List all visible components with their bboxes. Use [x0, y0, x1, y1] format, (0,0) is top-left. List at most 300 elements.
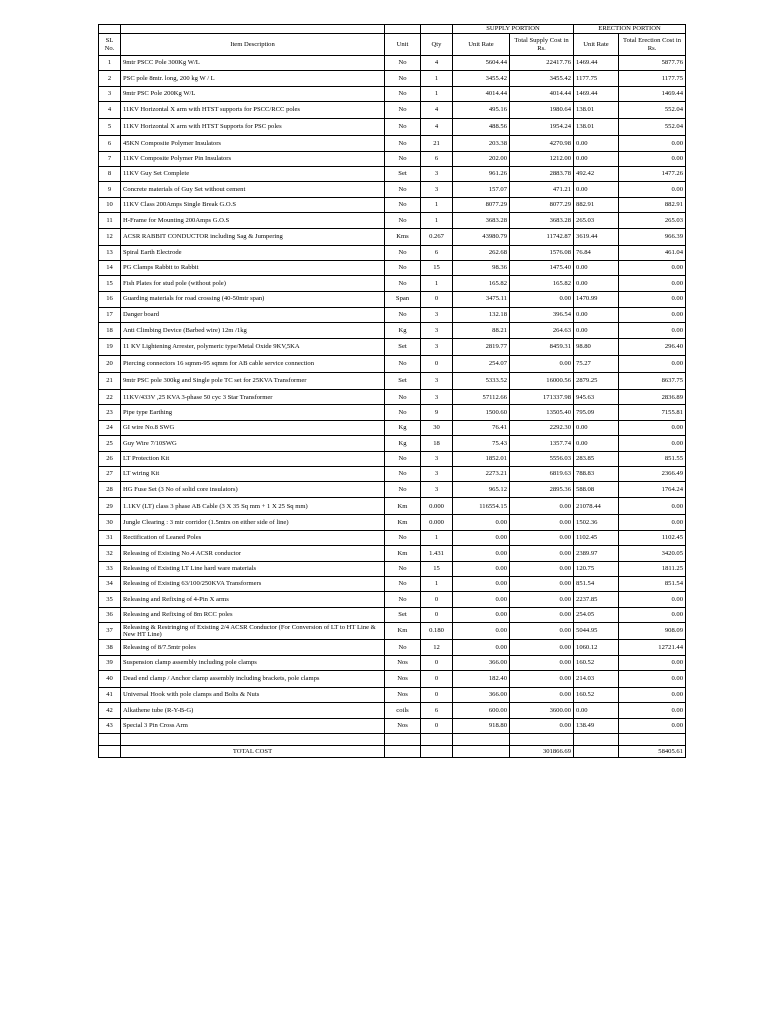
total-erection-cost-cell: 0.00	[619, 592, 686, 607]
total-erection-cost-cell: 3420.05	[619, 546, 686, 561]
supply-unit-rate-cell: 366.00	[453, 655, 510, 670]
item-description-cell: Guarding materials for road crossing (40-50mtr span)	[121, 291, 385, 307]
total-supply-cost-cell: 3683.28	[510, 213, 574, 228]
table-row	[99, 102, 686, 119]
sl-no-cell: 36	[99, 607, 121, 622]
blank-row	[99, 734, 686, 746]
table-row	[99, 640, 686, 655]
table-row	[99, 546, 686, 561]
qty-cell: 1	[421, 86, 453, 101]
total-supply-cost-cell: 1576.08	[510, 245, 574, 260]
qty-cell: 1	[421, 71, 453, 86]
total-supply-cost-cell: 0.00	[510, 356, 574, 373]
supply-unit-rate-cell: 202.00	[453, 151, 510, 166]
sl-no-cell: 23	[99, 405, 121, 420]
total-supply-cost-cell: 0.00	[510, 291, 574, 307]
supply-unit-rate-cell: 0.00	[453, 592, 510, 607]
item-description-cell: H-Frame for Mounting 200Amps G.O.S	[121, 213, 385, 228]
total-erection-cost-cell: 8637.75	[619, 373, 686, 390]
total-erection-cost-cell: 0.00	[619, 307, 686, 322]
table-row	[99, 482, 686, 498]
total-supply-cost-cell: 2895.36	[510, 482, 574, 498]
unit-cell: No	[385, 592, 421, 607]
qty-cell: 6	[421, 151, 453, 166]
qty-cell: 0	[421, 291, 453, 307]
erection-unit-rate-cell: 1469.44	[574, 56, 619, 71]
qty-cell: 0	[421, 687, 453, 702]
table-row	[99, 436, 686, 451]
supply-unit-rate-cell: 366.00	[453, 687, 510, 702]
erection-unit-rate-cell: 882.91	[574, 197, 619, 212]
total-supply-cost-cell: 471.21	[510, 182, 574, 197]
total-erection-cost-cell: 0.00	[619, 291, 686, 307]
supply-unit-rate-cell: 0.00	[453, 640, 510, 655]
qty-cell: 4	[421, 102, 453, 119]
total-erection-cost-cell: 7155.81	[619, 405, 686, 420]
item-description-cell: 11KV Composite Polymer Pin Insulators	[121, 151, 385, 166]
qty-cell: 3	[421, 307, 453, 322]
unit-cell: No	[385, 530, 421, 545]
unit-cell: No	[385, 102, 421, 119]
item-description-cell: 11KV Class 200Amps Single Break G.O.S	[121, 197, 385, 212]
sl-no-cell: 24	[99, 420, 121, 435]
erection-unit-rate-cell: 120.75	[574, 561, 619, 576]
total-erection-cost-cell: 0.00	[619, 356, 686, 373]
unit-cell: No	[385, 640, 421, 655]
unit-cell: Km	[385, 623, 421, 640]
erection-unit-rate-cell: 2879.25	[574, 373, 619, 390]
erection-unit-rate-cell: 0.00	[574, 136, 619, 151]
qty-cell: 1	[421, 530, 453, 545]
qty-cell: 3	[421, 390, 453, 405]
qty-cell: 1	[421, 276, 453, 291]
total-erection-cost-cell: 0.00	[619, 182, 686, 197]
supply-unit-rate-cell: 0.00	[453, 530, 510, 545]
total-erection-cost-cell: 0.00	[619, 151, 686, 166]
table-row	[99, 307, 686, 322]
total-cost-label: TOTAL COST	[121, 746, 385, 758]
item-description-cell: Piercing connectors 16 sqmm-95 sqmm for AB cable service connection	[121, 356, 385, 373]
total-supply-cost-cell: 0.00	[510, 530, 574, 545]
qty-cell: 3	[421, 323, 453, 339]
table-row	[99, 405, 686, 420]
qty-cell: 0	[421, 670, 453, 687]
header-blank	[385, 25, 421, 34]
erection-unit-rate-cell: 588.08	[574, 482, 619, 498]
supply-unit-rate-cell: 262.68	[453, 245, 510, 260]
unit-cell: Span	[385, 291, 421, 307]
unit-cell: Km	[385, 546, 421, 561]
total-erection-cost-cell: 1469.44	[619, 86, 686, 101]
table-row	[99, 323, 686, 339]
total-cost-row	[99, 746, 686, 758]
table-row	[99, 515, 686, 530]
unit-cell: Nos	[385, 718, 421, 733]
erection-unit-rate-cell: 160.52	[574, 687, 619, 702]
total-erection-cost-cell: 0.00	[619, 136, 686, 151]
qty-cell: 3	[421, 482, 453, 498]
table-row	[99, 467, 686, 482]
item-description-cell: Releasing of Existing LT Line hard ware materials	[121, 561, 385, 576]
supply-unit-rate-cell: 43980.79	[453, 228, 510, 245]
total-erection-cost-header: Total Erection Cost in Rs.	[619, 34, 686, 56]
table-row	[99, 213, 686, 228]
supply-unit-rate-cell: 57112.66	[453, 390, 510, 405]
total-supply-cost-cell: 171337.98	[510, 390, 574, 405]
sl-no-cell: 31	[99, 530, 121, 545]
qty-cell: 0	[421, 655, 453, 670]
qty-cell: 0.180	[421, 623, 453, 640]
unit-cell: Kg	[385, 323, 421, 339]
total-supply-cost-cell: 8459.31	[510, 339, 574, 356]
total-supply-cost-cell: 16000.56	[510, 373, 574, 390]
erection-unit-rate-cell: 5044.95	[574, 623, 619, 640]
table-row	[99, 592, 686, 607]
table-row	[99, 655, 686, 670]
supply-unit-rate-cell: 0.00	[453, 515, 510, 530]
unit-cell: No	[385, 136, 421, 151]
table-row	[99, 390, 686, 405]
total-supply-cost-header: Total Supply Cost in Rs.	[510, 34, 574, 56]
total-erection-cost-cell: 0.00	[619, 498, 686, 515]
sl-no-cell: 16	[99, 291, 121, 307]
sl-no-header: SL No.	[99, 34, 121, 56]
supply-unit-rate-cell: 965.12	[453, 482, 510, 498]
item-description-cell: Pipe type Earthing	[121, 405, 385, 420]
unit-cell: Set	[385, 373, 421, 390]
total-erection-cost-cell: 0.00	[619, 515, 686, 530]
item-description-cell: 1.1KV (LT) class 3 phase AB Cable (3 X 35 Sq mm + 1 X 25 Sq mm)	[121, 498, 385, 515]
total-supply-cost-cell: 4014.44	[510, 86, 574, 101]
total-supply-cost-cell: 0.00	[510, 623, 574, 640]
item-description-cell: Releasing & Restringing of Existing 2/4 ACSR Conductor (For Conversion of LT to HT Line & New HT Line)	[121, 623, 385, 640]
sl-no-cell: 20	[99, 356, 121, 373]
qty-cell: 3	[421, 339, 453, 356]
total-erection-cost-cell: 0.00	[619, 436, 686, 451]
table-row	[99, 197, 686, 212]
table-row	[99, 71, 686, 86]
total-erection-cost-cell: 1477.26	[619, 166, 686, 181]
unit-cell: No	[385, 276, 421, 291]
item-description-header: Item Description	[121, 34, 385, 56]
supply-unit-rate-cell: 1500.60	[453, 405, 510, 420]
supply-unit-rate-cell: 75.43	[453, 436, 510, 451]
sl-no-cell: 14	[99, 260, 121, 275]
unit-cell: No	[385, 197, 421, 212]
portion-header-row	[99, 25, 686, 34]
total-supply-cost-cell: 1954.24	[510, 119, 574, 136]
unit-cell: No	[385, 482, 421, 498]
erection-unit-rate-cell: 75.27	[574, 356, 619, 373]
unit-cell: Set	[385, 166, 421, 181]
total-erection-cost-cell: 908.09	[619, 623, 686, 640]
qty-cell: 3	[421, 182, 453, 197]
sl-no-cell: 13	[99, 245, 121, 260]
unit-cell: Km	[385, 515, 421, 530]
item-description-cell: Releasing and Refixing of 8m RCC poles	[121, 607, 385, 622]
total-supply-cost-cell: 0.00	[510, 718, 574, 733]
table-row	[99, 703, 686, 718]
sl-no-cell: 38	[99, 640, 121, 655]
cost-estimate-table	[98, 24, 686, 758]
erection-unit-rate-cell: 138.49	[574, 718, 619, 733]
supply-unit-rate-cell: 0.00	[453, 546, 510, 561]
erection-unit-rate-cell: 0.00	[574, 307, 619, 322]
total-erection-cost-cell: 0.00	[619, 276, 686, 291]
total-supply-cost-cell: 2883.78	[510, 166, 574, 181]
table-row	[99, 576, 686, 591]
table-row	[99, 86, 686, 101]
unit-cell: No	[385, 56, 421, 71]
total-supply-cost-cell: 0.00	[510, 640, 574, 655]
item-description-cell: HG Fuse Set (3 No of solid core insulators)	[121, 482, 385, 498]
total-erection-cost-cell: 2366.49	[619, 467, 686, 482]
erection-unit-rate-cell: 0.00	[574, 703, 619, 718]
sl-no-cell: 19	[99, 339, 121, 356]
item-description-cell: Concrete materials of Guy Set without cement	[121, 182, 385, 197]
table-row	[99, 182, 686, 197]
item-description-cell: Suspension clamp assembly including pole clamps	[121, 655, 385, 670]
unit-cell: No	[385, 561, 421, 576]
unit-cell: No	[385, 260, 421, 275]
qty-cell: 0	[421, 356, 453, 373]
unit-cell: No	[385, 467, 421, 482]
total-erection-cost-cell: 296.40	[619, 339, 686, 356]
total-supply-cost-cell: 264.63	[510, 323, 574, 339]
supply-unit-rate-cell: 3683.28	[453, 213, 510, 228]
qty-cell: 3	[421, 467, 453, 482]
total-erection-cost-cell: 851.55	[619, 451, 686, 466]
qty-cell: 21	[421, 136, 453, 151]
total-supply-cost-cell: 0.00	[510, 546, 574, 561]
supply-unit-rate-cell: 165.82	[453, 276, 510, 291]
sl-no-cell: 37	[99, 623, 121, 640]
unit-rate-header: Unit Rate	[453, 34, 510, 56]
sl-no-cell: 40	[99, 670, 121, 687]
erection-unit-rate-cell: 283.85	[574, 451, 619, 466]
total-supply-cost-cell: 396.54	[510, 307, 574, 322]
supply-unit-rate-cell: 182.40	[453, 670, 510, 687]
header-blank	[121, 25, 385, 34]
total-supply-cost-cell: 0.00	[510, 515, 574, 530]
table-row	[99, 498, 686, 515]
total-supply-cost-cell: 5556.03	[510, 451, 574, 466]
supply-unit-rate-cell: 4014.44	[453, 86, 510, 101]
erection-unit-rate-cell: 76.84	[574, 245, 619, 260]
sl-no-cell: 18	[99, 323, 121, 339]
table-row	[99, 670, 686, 687]
header-blank	[421, 25, 453, 34]
total-supply-cost-cell: 0.00	[510, 576, 574, 591]
qty-cell: 1.431	[421, 546, 453, 561]
total-supply-cost-cell: 22417.76	[510, 56, 574, 71]
qty-cell: 4	[421, 56, 453, 71]
total-supply-cost: 301866.69	[510, 746, 574, 758]
unit-cell: coils	[385, 703, 421, 718]
unit-cell: Kg	[385, 436, 421, 451]
table-row	[99, 228, 686, 245]
total-erection-cost-cell: 0.00	[619, 670, 686, 687]
item-description-cell: Dead end clamp / Anchor clamp assembly including brackets, pole clamps	[121, 670, 385, 687]
supply-unit-rate-cell: 0.00	[453, 561, 510, 576]
sl-no-cell: 21	[99, 373, 121, 390]
qty-header: Qty	[421, 34, 453, 56]
item-description-cell: Releasing of 8/7.5mtr poles	[121, 640, 385, 655]
total-erection-cost-cell: 851.54	[619, 576, 686, 591]
table-row	[99, 339, 686, 356]
table-row	[99, 245, 686, 260]
erection-unit-rate-cell: 0.00	[574, 276, 619, 291]
supply-portion-header: SUPPLY PORTION	[453, 25, 574, 34]
unit-cell: Nos	[385, 655, 421, 670]
erection-unit-rate-cell: 945.63	[574, 390, 619, 405]
item-description-cell: Jungle Clearing : 3 mtr corridor (1.5mtrs on either side of line)	[121, 515, 385, 530]
sl-no-cell: 29	[99, 498, 121, 515]
unit-cell: No	[385, 119, 421, 136]
item-description-cell: PSC pole 8mtr. long, 200 kg W / L	[121, 71, 385, 86]
item-description-cell: PG Clamps Rabbit to Rabbit	[121, 260, 385, 275]
item-description-cell: 11KV Horizontal X arm with HTST Supports for PSC poles	[121, 119, 385, 136]
total-erection-cost-cell: 0.00	[619, 420, 686, 435]
table-row	[99, 623, 686, 640]
supply-unit-rate-cell: 8077.29	[453, 197, 510, 212]
table-row	[99, 166, 686, 181]
total-supply-cost-cell: 0.00	[510, 670, 574, 687]
erection-unit-rate-cell: 138.01	[574, 102, 619, 119]
supply-unit-rate-cell: 3475.11	[453, 291, 510, 307]
item-description-cell: Danger board	[121, 307, 385, 322]
qty-cell: 1	[421, 576, 453, 591]
item-description-cell: Alkathene tube (R-Y-B-G)	[121, 703, 385, 718]
total-erection-cost-cell: 882.91	[619, 197, 686, 212]
erection-portion-header: ERECTION PORTION	[574, 25, 686, 34]
qty-cell: 9	[421, 405, 453, 420]
table-row	[99, 451, 686, 466]
qty-cell: 1	[421, 213, 453, 228]
item-description-cell: Universal Hook with pole clamps and Bolts & Nuts	[121, 687, 385, 702]
total-erection-cost-cell: 0.00	[619, 260, 686, 275]
item-description-cell: Releasing of Existing No.4 ACSR conductor	[121, 546, 385, 561]
total-supply-cost-cell: 1212.00	[510, 151, 574, 166]
erection-unit-rate-cell: 851.54	[574, 576, 619, 591]
sl-no-cell: 17	[99, 307, 121, 322]
total-supply-cost-cell: 3600.00	[510, 703, 574, 718]
erection-unit-rate-cell: 1177.75	[574, 71, 619, 86]
unit-cell: Km	[385, 498, 421, 515]
total-supply-cost-cell: 0.00	[510, 655, 574, 670]
total-erection-cost-cell: 552.04	[619, 102, 686, 119]
sl-no-cell: 25	[99, 436, 121, 451]
supply-unit-rate-cell: 76.41	[453, 420, 510, 435]
qty-cell: 15	[421, 260, 453, 275]
total-erection-cost-cell: 12721.44	[619, 640, 686, 655]
erection-unit-rate-cell: 138.01	[574, 119, 619, 136]
item-description-cell: LT wiring Kit	[121, 467, 385, 482]
qty-cell: 3	[421, 451, 453, 466]
supply-unit-rate-cell: 961.26	[453, 166, 510, 181]
erection-unit-rate-cell: 1469.44	[574, 86, 619, 101]
supply-unit-rate-cell: 0.00	[453, 607, 510, 622]
total-erection-cost-cell: 0.00	[619, 687, 686, 702]
qty-cell: 0	[421, 592, 453, 607]
sl-no-cell: 9	[99, 182, 121, 197]
total-supply-cost-cell: 0.00	[510, 687, 574, 702]
erection-unit-rate-cell: 214.03	[574, 670, 619, 687]
unit-header: Unit	[385, 34, 421, 56]
sl-no-cell: 26	[99, 451, 121, 466]
unit-cell: Set	[385, 607, 421, 622]
item-description-cell: ACSR RABBIT CONDUCTOR including Sag & Jumpering	[121, 228, 385, 245]
item-description-cell: 9mtr PSC Pole 200Kg W/L	[121, 86, 385, 101]
qty-cell: 15	[421, 561, 453, 576]
table-row	[99, 373, 686, 390]
table-row	[99, 718, 686, 733]
erection-unit-rate-cell: 0.00	[574, 420, 619, 435]
total-supply-cost-cell: 0.00	[510, 592, 574, 607]
total-erection-cost-cell: 0.00	[619, 718, 686, 733]
unit-cell: No	[385, 576, 421, 591]
erection-unit-rate-cell: 492.42	[574, 166, 619, 181]
sl-no-cell: 30	[99, 515, 121, 530]
sl-no-cell: 5	[99, 119, 121, 136]
sl-no-cell: 7	[99, 151, 121, 166]
unit-cell: No	[385, 356, 421, 373]
sl-no-cell: 6	[99, 136, 121, 151]
table-row	[99, 356, 686, 373]
supply-unit-rate-cell: 495.16	[453, 102, 510, 119]
sl-no-cell: 42	[99, 703, 121, 718]
qty-cell: 0	[421, 607, 453, 622]
qty-cell: 6	[421, 703, 453, 718]
item-description-cell: GI wire No.8 SWG	[121, 420, 385, 435]
sl-no-cell: 1	[99, 56, 121, 71]
supply-unit-rate-cell: 1852.01	[453, 451, 510, 466]
item-description-cell: Fish Plates for stud pole (without pole)	[121, 276, 385, 291]
item-description-cell: Guy Wire 7/10SWG	[121, 436, 385, 451]
supply-unit-rate-cell: 600.00	[453, 703, 510, 718]
erection-unit-rate-cell: 1502.36	[574, 515, 619, 530]
item-description-cell: Spiral Earth Electrode	[121, 245, 385, 260]
total-supply-cost-cell: 165.82	[510, 276, 574, 291]
erection-unit-rate-cell: 795.09	[574, 405, 619, 420]
erection-unit-rate-cell: 265.03	[574, 213, 619, 228]
sl-no-cell: 2	[99, 71, 121, 86]
supply-unit-rate-cell: 2819.77	[453, 339, 510, 356]
total-erection-cost-cell: 1177.75	[619, 71, 686, 86]
table-row	[99, 561, 686, 576]
total-supply-cost-cell: 6819.63	[510, 467, 574, 482]
total-supply-cost-cell: 0.00	[510, 561, 574, 576]
table-row	[99, 530, 686, 545]
erection-unit-rate-cell: 3619.44	[574, 228, 619, 245]
total-supply-cost-cell: 8077.29	[510, 197, 574, 212]
supply-unit-rate-cell: 2273.21	[453, 467, 510, 482]
erection-unit-rate-cell: 0.00	[574, 151, 619, 166]
total-erection-cost-cell: 1764.24	[619, 482, 686, 498]
total-erection-cost-cell: 966.39	[619, 228, 686, 245]
qty-cell: 0.267	[421, 228, 453, 245]
supply-unit-rate-cell: 157.07	[453, 182, 510, 197]
supply-unit-rate-cell: 88.21	[453, 323, 510, 339]
sl-no-cell: 32	[99, 546, 121, 561]
sl-no-cell: 34	[99, 576, 121, 591]
erection-unit-rate-cell: 0.00	[574, 260, 619, 275]
unit-cell: Kg	[385, 420, 421, 435]
table-row	[99, 291, 686, 307]
sl-no-cell: 41	[99, 687, 121, 702]
table-row	[99, 119, 686, 136]
total-erection-cost-cell: 0.00	[619, 607, 686, 622]
